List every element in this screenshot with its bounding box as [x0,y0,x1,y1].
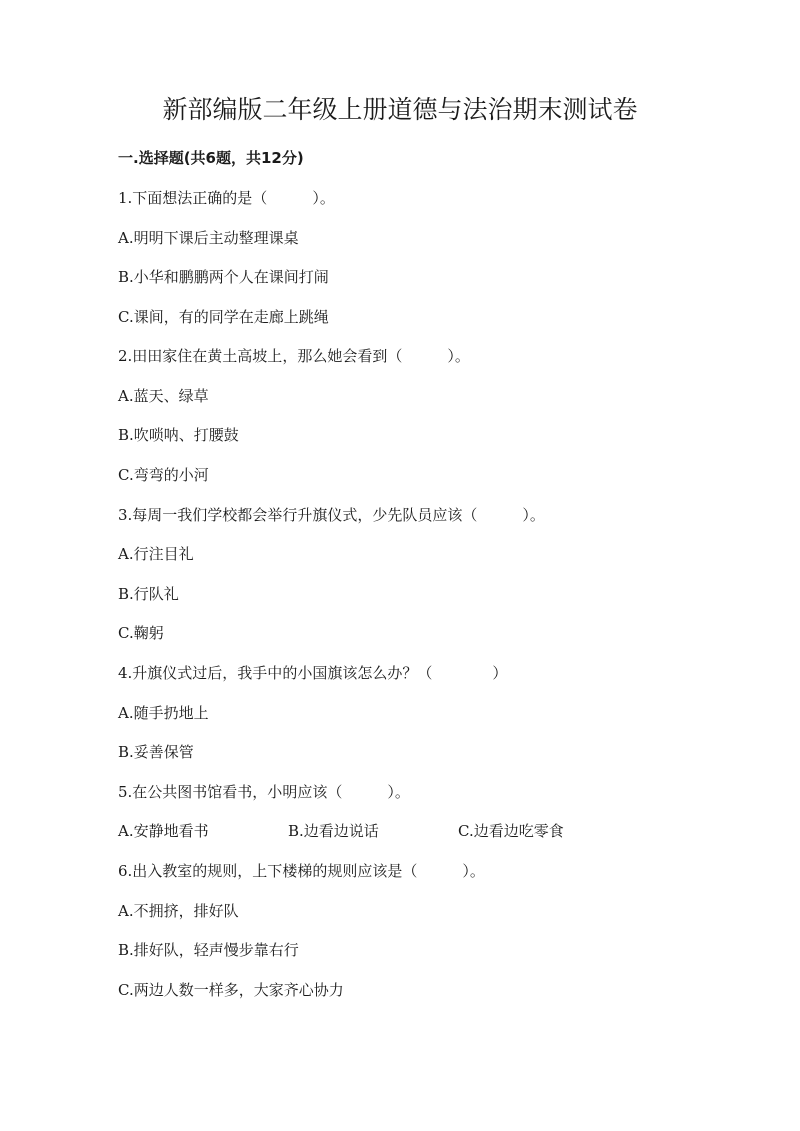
question-1-stem: 1.下面想法正确的是（ ）。 [118,189,335,207]
question-3-option-c: C.鞠躬 [118,624,164,642]
section-heading: 一.选择题(共6题，共12分) [118,149,304,167]
question-2-option-c: C.弯弯的小河 [118,466,209,484]
question-3-stem: 3.每周一我们学校都会举行升旗仪式，少先队员应该（ ）。 [118,506,545,524]
question-4-option-b: B.妥善保管 [118,743,194,761]
question-3-option-b: B.行队礼 [118,585,179,603]
question-2-option-b: B.吹唢呐、打腰鼓 [118,426,239,444]
question-1-option-a: A.明明下课后主动整理课桌 [118,229,299,247]
question-4-option-a: A.随手扔地上 [118,704,209,722]
question-6-option-c: C.两边人数一样多，大家齐心协力 [118,981,344,999]
question-2-stem: 2.田田家住在黄土高坡上，那么她会看到（ ）。 [118,347,470,365]
question-5-option-c: C.边看边吃零食 [458,822,564,840]
question-5-option-a: A.安静地看书 [118,822,209,840]
question-1-option-b: B.小华和鹏鹏两个人在课间打闹 [118,268,329,286]
question-5-option-b: B.边看边说话 [288,822,379,840]
question-3-option-a: A.行注目礼 [118,545,194,563]
question-2-option-a: A.蓝天、绿草 [118,387,209,405]
question-6-stem: 6.出入教室的规则，上下楼梯的规则应该是（ ）。 [118,862,485,880]
question-6-option-a: A.不拥挤，排好队 [118,902,239,920]
question-6-option-b: B.排好队，轻声慢步靠右行 [118,941,299,959]
question-4-stem: 4.升旗仪式过后，我手中的小国旗该怎么办？（ ） [118,664,508,682]
exam-title: 新部编版二年级上册道德与法治期末测试卷 [162,95,638,124]
question-1-option-c: C.课间，有的同学在走廊上跳绳 [118,308,329,326]
question-5-stem: 5.在公共图书馆看书，小明应该（ ）。 [118,783,410,801]
